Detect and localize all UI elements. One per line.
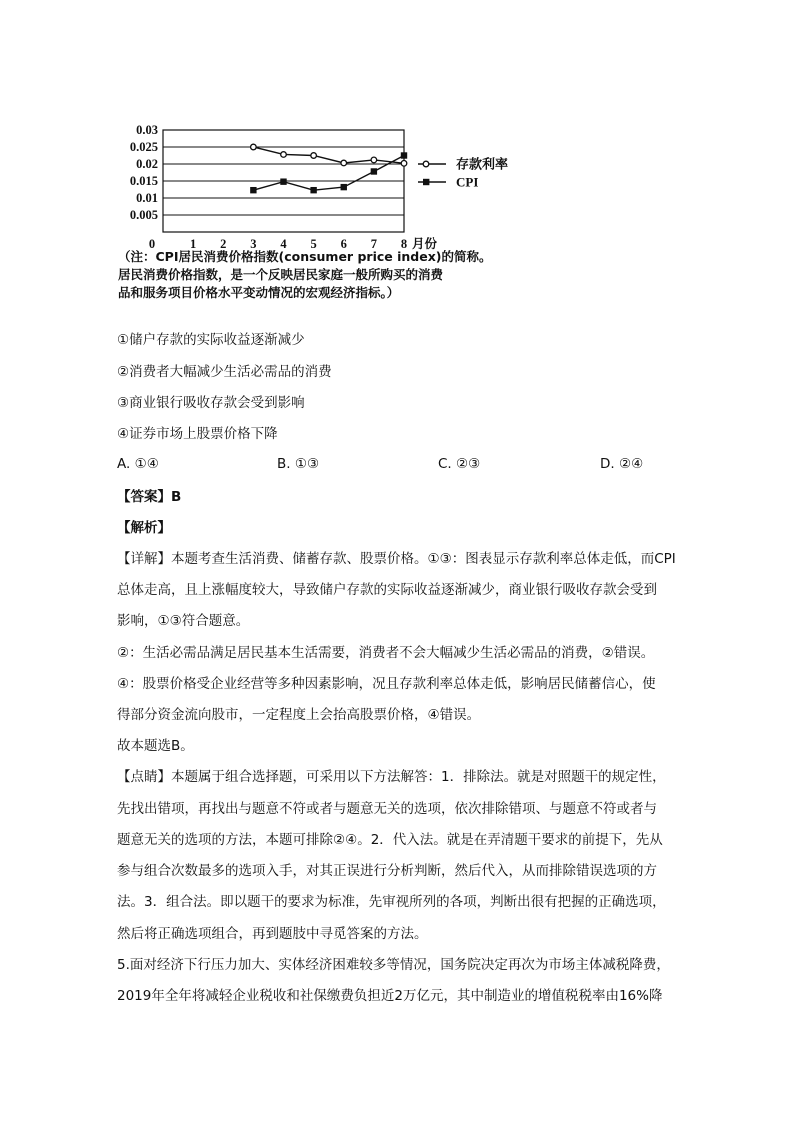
series-2-point	[250, 187, 256, 193]
tips-line-6: 然后将正确选项组合，再到题肢中寻觅答案的方法。	[117, 926, 428, 942]
y-tick-label: 0.005	[129, 208, 158, 222]
statement-2: ②消费者大幅减少生活必需品的消费	[117, 364, 332, 380]
tips-line-5: 法。3．组合法。即以题干的要求为标准，先审视所列的各项，判断出很有把握的正确选项，	[117, 894, 666, 910]
legend-marker-square	[423, 179, 429, 185]
series-1-point	[371, 157, 377, 163]
legend-marker-circle	[423, 161, 429, 167]
x-tick-label: 7	[370, 237, 377, 251]
option-b-text: ①③	[294, 456, 320, 472]
chart-note-line-1: （注：CPI居民消费价格指数(consumer price index)的简称。	[118, 249, 492, 264]
series-line-1	[253, 147, 404, 163]
option-a-text: ①④	[134, 456, 159, 472]
question-5-line-1: 5.面对经济下行压力加大、实体经济困难较多等情况，国务院决定再次为市场主体减税降费，	[117, 957, 670, 973]
statement-4: ④证券市场上股票价格下降	[117, 426, 278, 442]
y-tick-label: 0.015	[129, 174, 158, 188]
option-d-text: ②④	[618, 456, 644, 472]
x-tick-label: 4	[280, 237, 287, 251]
option-c-text: ②③	[456, 456, 481, 472]
option-c	[438, 456, 480, 472]
y-tick-label: 0.01	[136, 191, 158, 205]
series-1-point	[401, 161, 407, 167]
option-c-letter: C.	[438, 456, 452, 472]
detail-line-4: ②：生活必需品满足居民基本生活需要，消费者不会大幅减少生活必需品的消费，②错误。	[117, 645, 655, 661]
answer: 【答案】B	[117, 489, 182, 505]
option-d	[600, 456, 643, 472]
option-d-letter: D.	[600, 456, 615, 472]
x-unit-label: 月份	[412, 237, 438, 251]
x-tick-label: 8	[400, 237, 408, 251]
series-1-point	[281, 152, 287, 158]
series-1-point	[311, 153, 317, 159]
x-tick-label: 0	[148, 237, 156, 251]
series-2-point	[401, 152, 407, 158]
series-1-point	[341, 160, 347, 166]
option-a-letter: A.	[117, 456, 131, 472]
tips-line-3: 题意无关的选项的方法，本题可排除②④。2．代入法。就是在弄清题干要求的前提下，先从	[117, 832, 663, 848]
detail-line-1: 【详解】本题考查生活消费、储蓄存款、股票价格。①③：图表显示存款利率总体走低，而CPI	[117, 551, 676, 567]
option-b-letter: B.	[277, 456, 291, 472]
series-2-point	[371, 168, 377, 174]
detail-line-5: ④：股票价格受企业经营等多种因素影响，况且存款利率总体走低，影响居民储蓄信心，使	[117, 676, 656, 692]
tips-line-1: 【点睛】本题属于组合选择题，可采用以下方法解答：1．排除法。就是对照题干的规定性，	[117, 769, 666, 785]
question-5-line-2: 2019年全年将减轻企业税收和社保缴费负担近2万亿元，其中制造业的增值税税率由16%降	[117, 988, 663, 1004]
tips-line-4: 参与组合次数最多的选项入手，对其正误进行分析判断，然后代入，从而排除错误选项的方	[117, 863, 657, 879]
option-b	[277, 456, 319, 472]
tips-line-2: 先找出错项，再找出与题意不符或者与题意无关的选项，依次排除错项、与题意不符或者与	[117, 801, 657, 817]
series-2-point	[280, 178, 286, 184]
y-tick-label: 0.025	[129, 140, 158, 154]
x-tick-label: 6	[340, 237, 347, 251]
detail-line-7: 故本题选B。	[117, 738, 194, 754]
statement-1: ①储户存款的实际收益逐渐减少	[117, 332, 305, 348]
x-tick-label: 5	[310, 237, 317, 251]
detail-line-6: 得部分资金流向股市，一定程度上会抬高股票价格，④错误。	[117, 707, 481, 723]
detail-line-2: 总体走高，且上涨幅度较大，导致储户存款的实际收益逐渐减少，商业银行吸收存款会受到	[117, 582, 657, 598]
statement-3: ③商业银行吸收存款会受到影响	[117, 395, 305, 411]
x-tick-label: 3	[250, 237, 257, 251]
series-2-point	[310, 187, 316, 193]
series-2-point	[341, 184, 347, 190]
x-tick-label: 1	[190, 237, 197, 251]
legend-label-2: CPI	[456, 174, 479, 190]
legend-label-1: 存款利率	[456, 156, 509, 172]
detail-line-3: 影响，①③符合题意。	[117, 613, 250, 629]
x-tick-label: 2	[220, 237, 227, 251]
option-a	[117, 456, 159, 472]
chart-note-line-2: 居民消费价格指数，是一个反映居民家庭一般所购买的消费	[118, 267, 444, 282]
series-1-point	[251, 144, 257, 150]
y-tick-label: 0.02	[136, 157, 158, 171]
y-tick-label: 0.03	[136, 123, 158, 137]
chart-note-line-3: 品和服务项目价格水平变动情况的宏观经济指标。）	[118, 285, 400, 300]
analysis-heading: 【解析】	[117, 520, 171, 536]
